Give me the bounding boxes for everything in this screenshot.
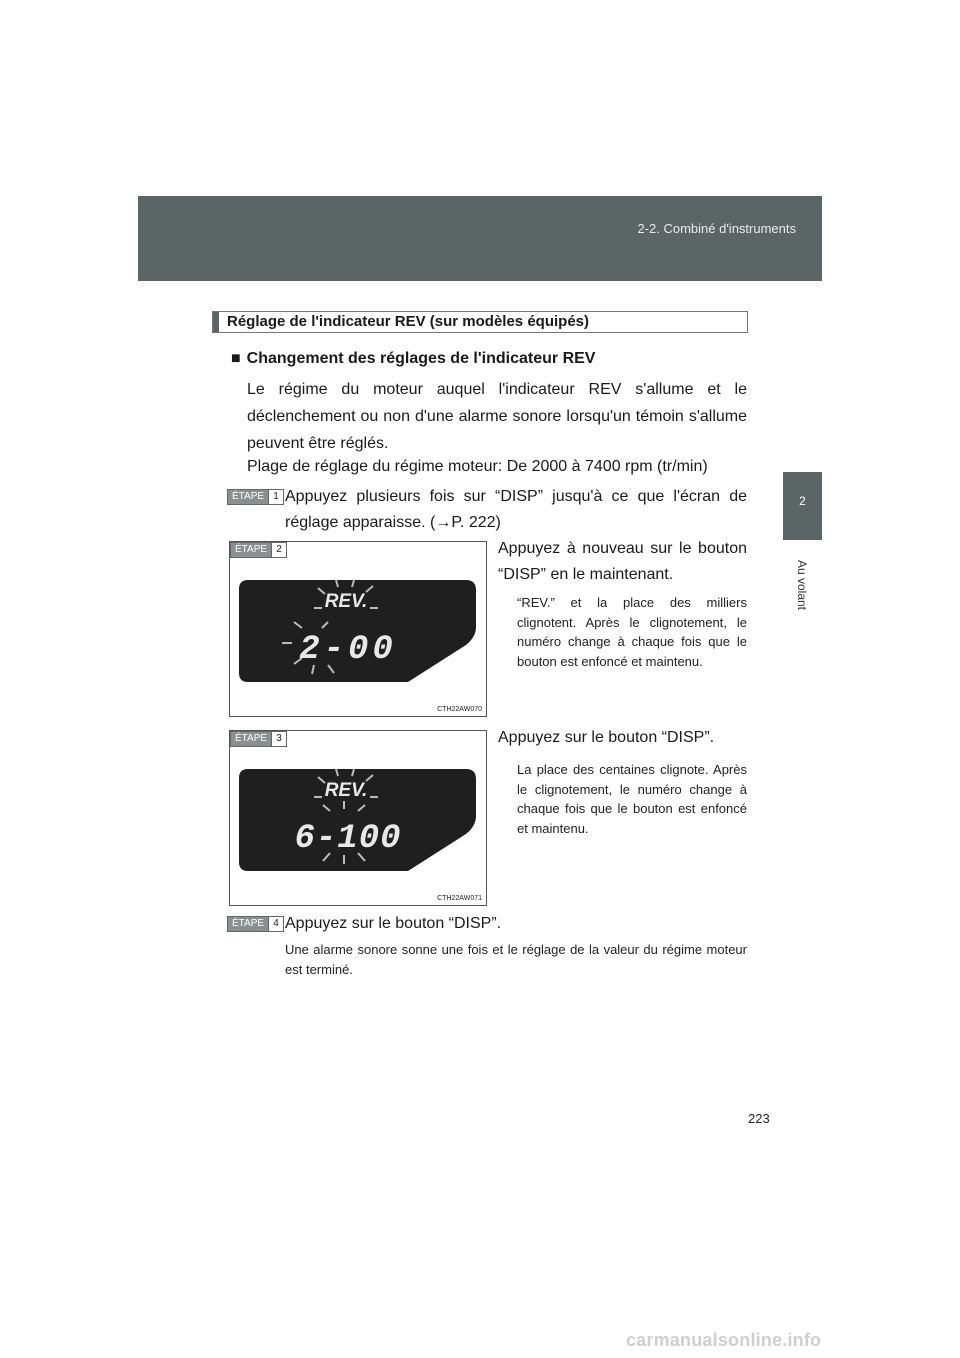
- step-number: 1: [268, 490, 283, 504]
- step-word: ÉTAPE: [228, 490, 268, 504]
- page-number: 223: [748, 1111, 770, 1126]
- step-2-note: “REV.” et la place des milliers clignotent. Après le clignotement, le numéro change à chaque fois que le bouton est enfoncé et maintenu.: [517, 595, 747, 669]
- figure-code: CTH22AW070: [437, 706, 482, 713]
- lcd-display-illustration: [230, 731, 486, 905]
- lcd-value: 2-00: [299, 631, 397, 669]
- chapter-header: [138, 196, 822, 281]
- subheading-text: Changement des réglages de l'indicateur REV: [246, 350, 596, 367]
- side-tab-text: Au volant: [795, 559, 810, 611]
- watermark: carmanualsonline.info: [626, 1330, 822, 1350]
- step-4-text: Appuyez sur le bouton “DISP”.: [285, 915, 502, 932]
- step-badge-4: [227, 916, 284, 932]
- range-paragraph: Plage de réglage du régime moteur: De 2000 à 7400 rpm (tr/min): [247, 458, 708, 475]
- section-title-box: [212, 311, 748, 333]
- step-word: ÉTAPE: [231, 543, 271, 557]
- section-title: Réglage de l'indicateur REV (sur modèles équipés): [227, 313, 589, 330]
- step-3-note: La place des centaines clignote. Après le clignotement, le numéro change à chaque fois que le bouton est enfoncé et maintenu.: [517, 762, 747, 836]
- step-2-text: Appuyez à nouveau sur le bouton “DISP” en le maintenant.: [498, 540, 747, 583]
- step-word: ÉTAPE: [231, 732, 271, 746]
- square-bullet-icon: ■: [231, 350, 241, 367]
- step-number: 2: [271, 543, 286, 557]
- lcd-display-illustration: [230, 542, 486, 716]
- step-1-text: Appuyez plusieurs fois sur “DISP” jusqu'à ce que l'écran de réglage apparaisse. (→P. 222): [285, 488, 747, 531]
- step-4-note: Une alarme sonore sonne une fois et le réglage de la valeur du régime moteur est terminé.: [285, 942, 747, 977]
- side-tab-label: [783, 545, 822, 625]
- chapter-title: 2-2. Combiné d'instruments: [637, 221, 796, 236]
- step-number: 4: [268, 917, 283, 931]
- lcd-label: REV.: [324, 780, 368, 801]
- subheading: [231, 350, 595, 368]
- step-badge-1: [227, 489, 284, 505]
- figure-step-3: [229, 730, 487, 906]
- figure-code: CTH22AW071: [437, 895, 482, 902]
- side-tab-number: 2: [783, 472, 822, 540]
- lcd-label: REV.: [324, 591, 368, 612]
- section-title-bar: [213, 312, 219, 332]
- intro-paragraph: Le régime du moteur auquel l'indicateur REV s'allume et le déclenchement ou non d'une alarme sonore lorsqu'un témoin s'allume peuvent être réglés.: [247, 381, 747, 452]
- lcd-value: 6-100: [294, 820, 402, 858]
- step-word: ÉTAPE: [228, 917, 268, 931]
- step-number: 3: [271, 732, 286, 746]
- step-3-text: Appuyez sur le bouton “DISP”.: [498, 729, 715, 746]
- figure-step-2: [229, 541, 487, 717]
